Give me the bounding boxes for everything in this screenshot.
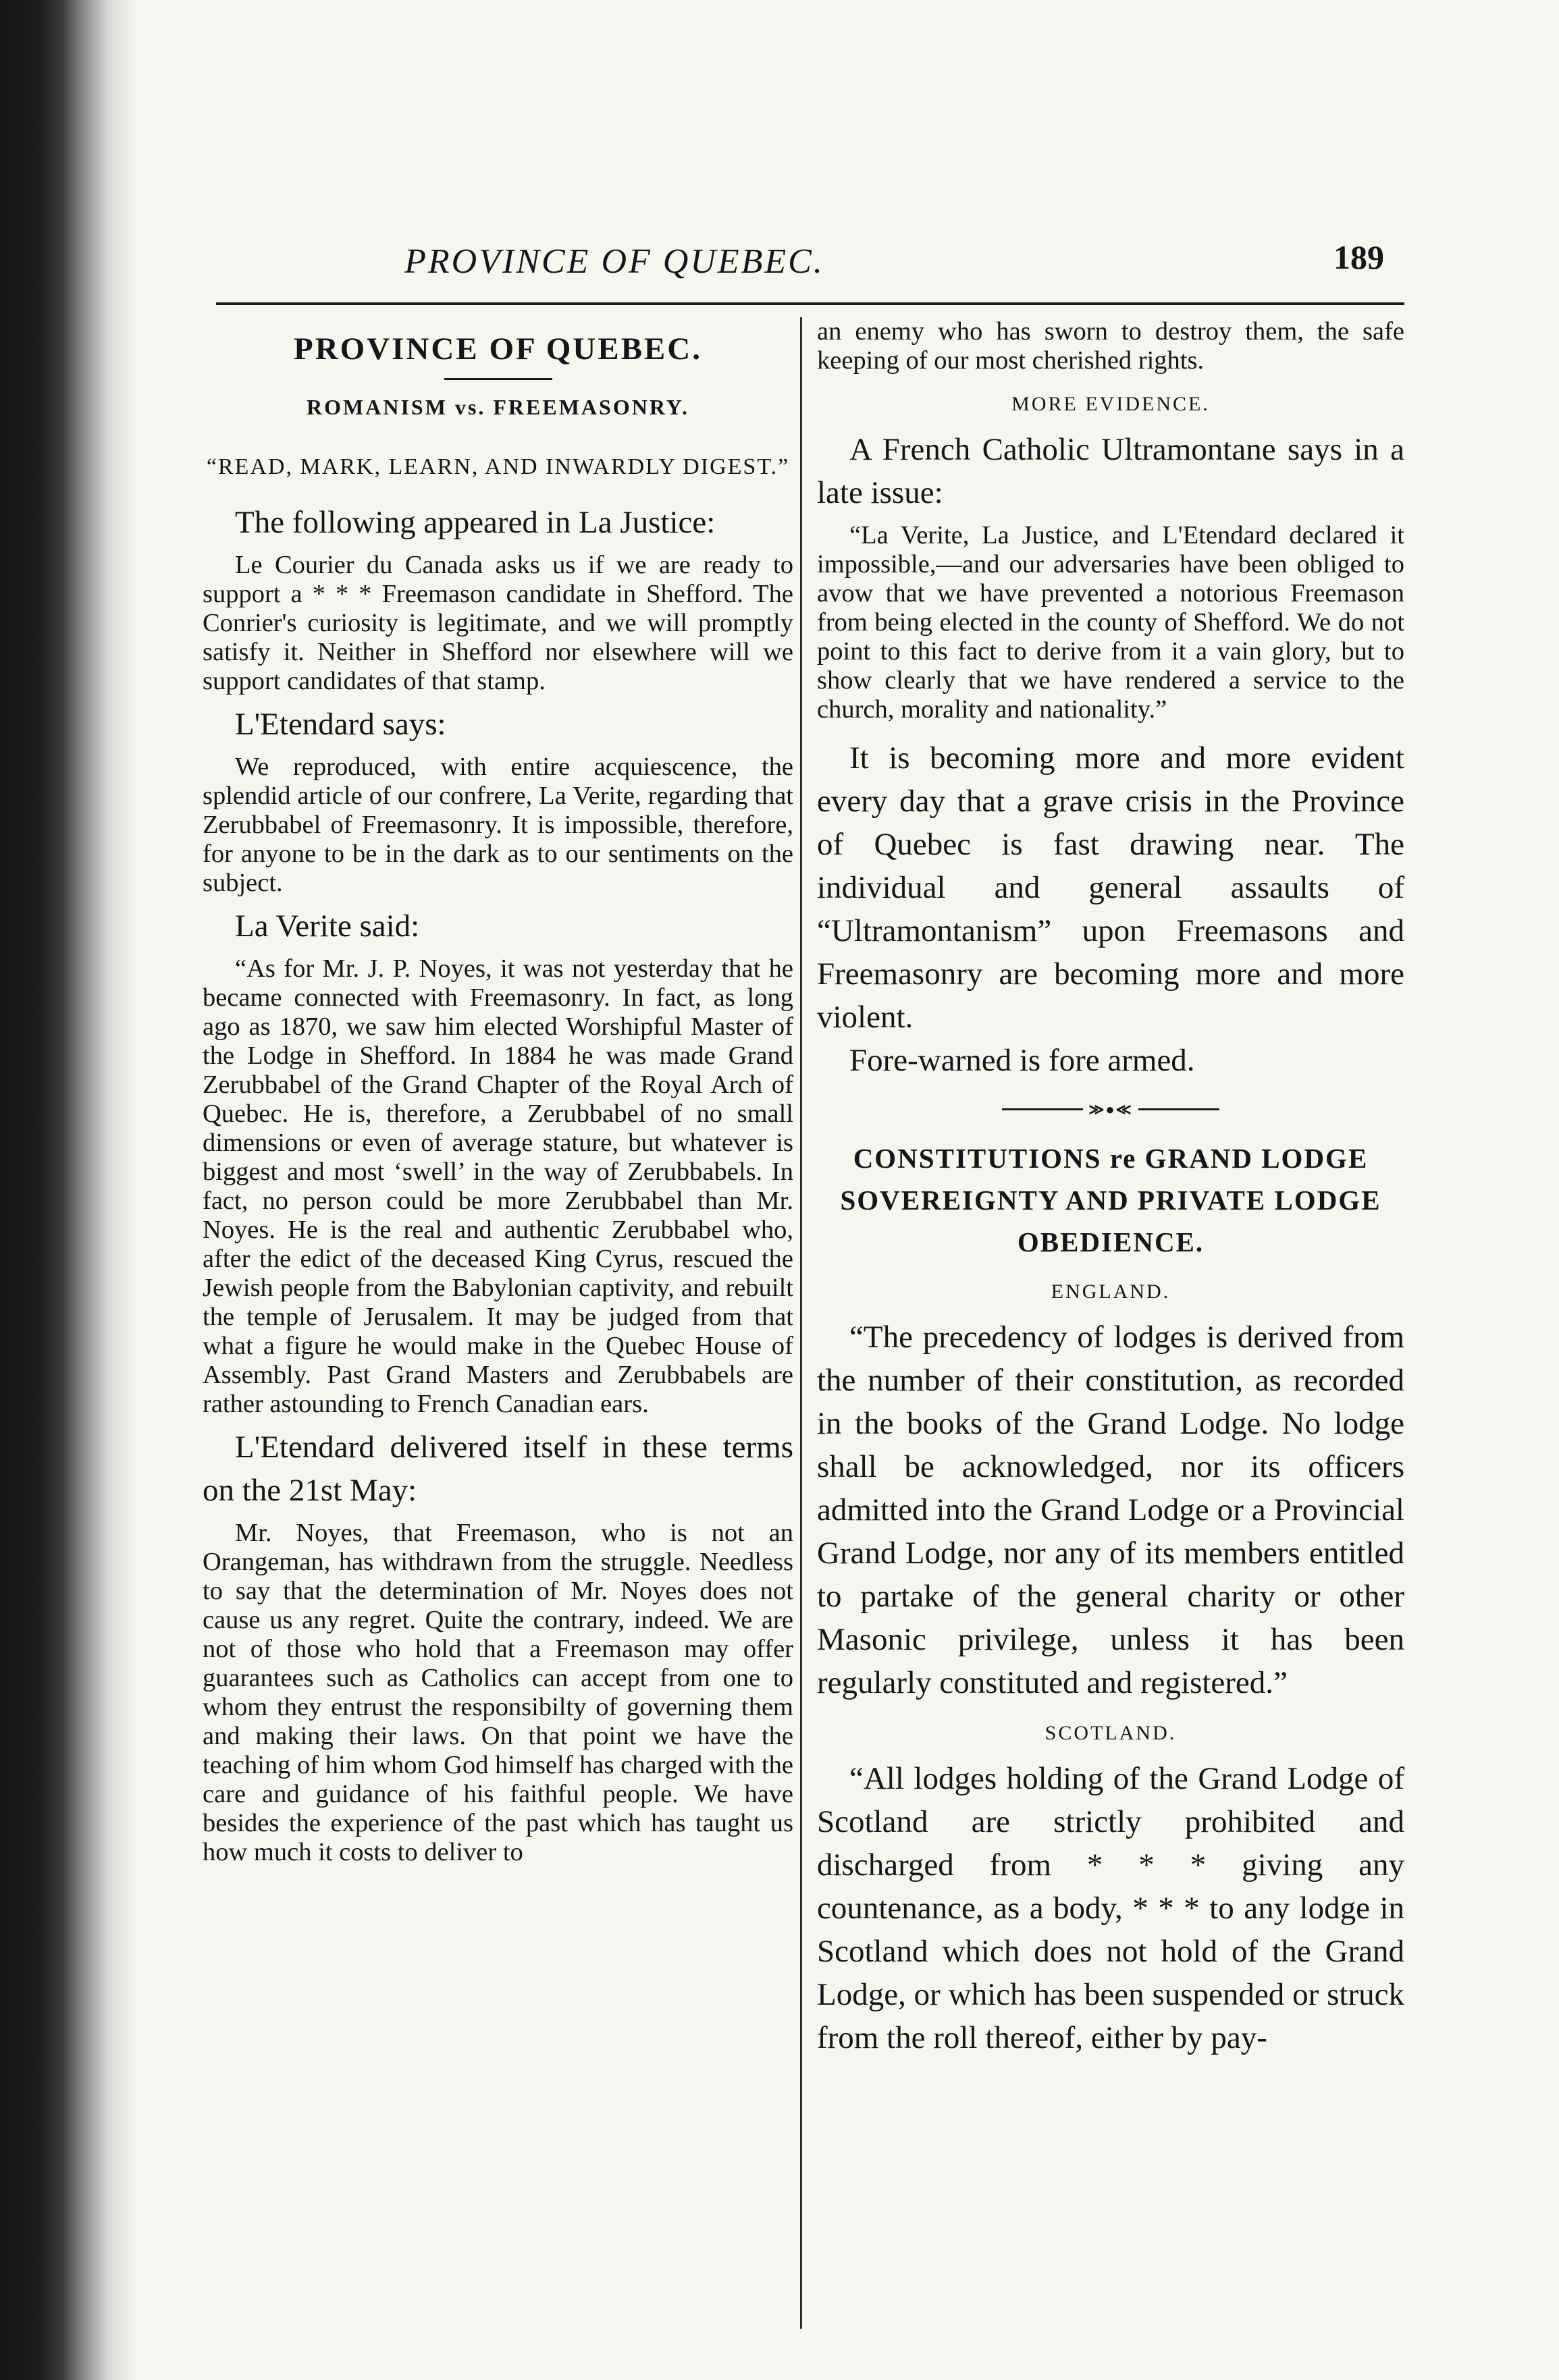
england-text: “The precedency of lodges is derived from the number of their constitution, as recorded in the books of the Grand Lodge. No lodge shall be acknowledged, nor its officers admitted into the Grand Lodge or a Provincial Grand Lodge, nor any of its members entitled to partake of the general charity or other Masonic privilege, unless it has been regularly constituted and registered.” bbox=[817, 1319, 1404, 1700]
left-column bbox=[203, 317, 793, 1867]
more-evidence-intro: A French Catholic Ultramontane says in a late issue: bbox=[817, 432, 1404, 510]
intro-la-justice: The following appeared in La Justice: bbox=[235, 505, 716, 540]
article-title: PROVINCE OF QUEBEC. bbox=[294, 331, 702, 367]
verite-quote: “As for Mr. J. P. Noyes, it was not yesterday that he became connected with Freemasonry. In fact, as long ago as 1870, we saw him elected Worshipful Master of the Lodge in Shefford. In 1884 he was made Grand Zerubbabel of the Grand Chapter of the Royal Arch of Quebec. He is, therefore, a Zerubbabel of no small dimensions or even of average stature, but whatever is biggest and most ‘swell’ in the way of Zerubbabels. In fact, no person could be more Zerubbabel than Mr. Noyes. He is the real and authentic Zerubbabel who, after the edict of the deceased King Cyrus, rescued the Jewish people from the Babylonian captivity, and rebuilt the temple of Jerusalem. It may be judged from that what a figure he would make in the Quebec House of Assembly. Past Grand Masters and Zerubbabels are rather astounding to French Canadian ears. bbox=[203, 954, 793, 1418]
article-motto: “READ, MARK, LEARN, AND INWARDLY DIGEST.” bbox=[206, 454, 790, 479]
scotland-heading: SCOTLAND. bbox=[1045, 1721, 1177, 1744]
scan-edge-shadow bbox=[0, 0, 135, 2380]
article-subtitle: ROMANISM vs. FREEMASONRY. bbox=[307, 395, 689, 419]
more-evidence-quote: “La Verite, La Justice, and L'Etendard declared it impossible,—and our adversaries have been obliged to avow that we have prevented a notorious Freemason from being elected in the county of Shefford. We do not point to this fact to derive from it a vain glory, but to show clearly that we have rendered a service to the church, morality and nationality.” bbox=[817, 521, 1404, 724]
crisis-paragraph: It is becoming more and more evident every day that a grave crisis in the Province of Quebec is fast drawing near. The individual and general assaults of “Ultramontanism” upon Freemasons and Freemasonry are becoming more and more violent. bbox=[817, 740, 1404, 1035]
la-justice-quote: Le Courier du Canada asks us if we are ready to support a * * * Freemason candidate in Shefford. The Conrier's curiosity is legitimate, and we will promptly satisfy it. Neither in Shefford nor elsewhere will we support candidates of that stamp. bbox=[203, 551, 793, 695]
england-heading: ENGLAND. bbox=[1051, 1280, 1171, 1303]
more-evidence-heading: MORE EVIDENCE. bbox=[1011, 393, 1210, 415]
running-head: PROVINCE OF QUEBEC. bbox=[404, 242, 824, 281]
page-number: 189 bbox=[1333, 238, 1384, 276]
right-column bbox=[817, 317, 1404, 2059]
header-rule bbox=[216, 302, 1404, 305]
continued-text: an enemy who has sworn to destroy them, the safe keeping of our most cherished rights. bbox=[817, 317, 1404, 375]
section-ornament: ≫●≪ bbox=[817, 1098, 1404, 1120]
intro-verite: La Verite said: bbox=[235, 909, 420, 944]
etendard-quote: We reproduced, with entire acquiescence, the splendid article of our confrere, La Verite, regarding that Zerubbabel of Freemasonry. It is impossible, therefore, for anyone to be in the dark as to our sentiments on the subject. bbox=[203, 753, 793, 897]
etendard-quote-2: Mr. Noyes, that Freemason, who is not an Orangeman, has withdrawn from the struggle. Needless to say that the determination of Mr. Noyes does not cause us any regret. Quite the contrary, indeed. We are not of those who hold that a Freemason may offer guarantees such as Catholics can accept from one to whom they entrust the responsibilty of governing them and making their laws. On that point we have the teaching of him whom God himself has charged with the care and guidance of his faithful people. We have besides the experience of the past which has taught us how much it costs to deliver to bbox=[203, 1519, 793, 1866]
forewarned-line: Fore-warned is fore armed. bbox=[849, 1043, 1195, 1078]
intro-etendard-2: L'Etendard delivered itself in these terms on the 21st May: bbox=[203, 1430, 793, 1508]
intro-etendard: L'Etendard says: bbox=[235, 707, 446, 742]
title-rule bbox=[444, 378, 552, 380]
column-divider bbox=[800, 317, 802, 2329]
constitutions-title: CONSTITUTIONS re GRAND LODGE SOVEREIGNTY AND PRIVATE LODGE OBEDIENCE. bbox=[840, 1142, 1381, 1257]
scotland-text: “All lodges holding of the Grand Lodge of Scotland are strictly prohibited and discharged from * * * giving any countenance, as a body, * * * to any lodge in Scotland which does not hold of the Grand Lodge, or which has been suspended or struck from the roll thereof, either by pay- bbox=[817, 1760, 1404, 2055]
